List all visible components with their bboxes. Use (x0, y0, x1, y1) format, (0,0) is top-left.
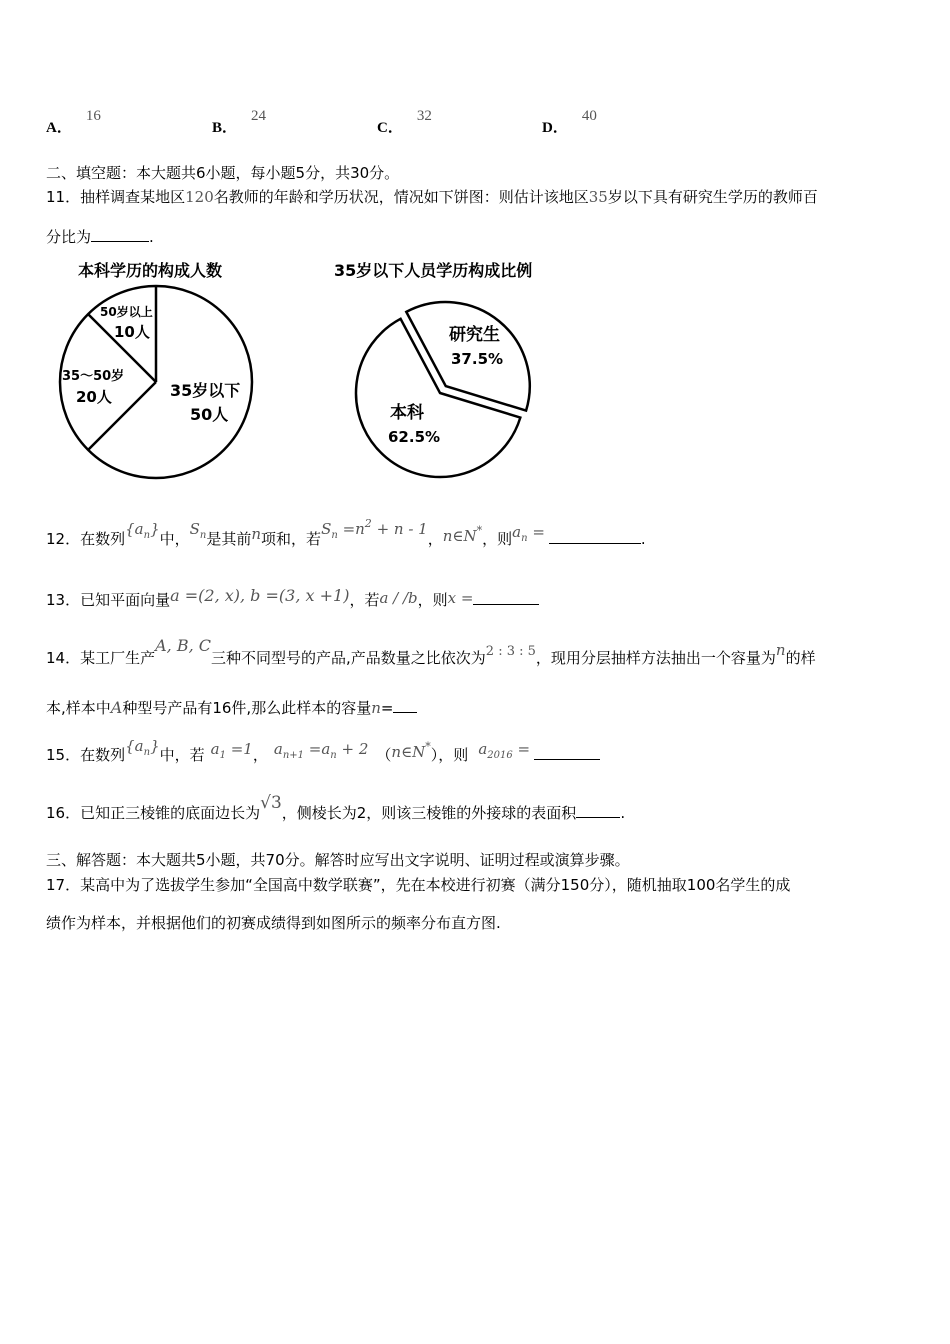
q13-text: 已知平面向量 (80, 591, 171, 609)
q12-math-part: a (512, 523, 522, 541)
q12-math-sub: n (143, 530, 151, 541)
q14-text: 的样 (785, 649, 816, 667)
option-c-label: C． (377, 120, 403, 136)
q12-math-part: =n (337, 520, 365, 538)
q15-math-part: =1 (225, 740, 253, 758)
q15-math-part: a (273, 740, 283, 758)
q15-math-domain (391, 740, 431, 761)
q12-math-seq (125, 520, 160, 541)
q13-answer-blank[interactable] (473, 590, 539, 605)
q12-answer-blank[interactable] (549, 529, 641, 544)
q12-num: 12． (46, 530, 81, 548)
q12-text: 项和，若 (261, 530, 322, 548)
q12-math-part: + n - 1 (371, 520, 428, 538)
option-d-value: 40 (581, 108, 597, 124)
option-a (46, 108, 101, 137)
q12-math-part: S (189, 520, 200, 538)
option-b-value: 24 (251, 108, 267, 124)
q11-text: 抽样调查某地区 (80, 188, 186, 206)
q15-math-sub: n (330, 750, 337, 761)
q14-answer-blank[interactable] (393, 698, 417, 713)
q15-math-sub: n+1 (282, 750, 304, 761)
q11-line1 (46, 186, 818, 207)
q16-text: ，侧棱长为2，则该三棱锥的外接球的表面积 (281, 804, 577, 822)
chart2-title: 35岁以下人员学历构成比例 (334, 261, 533, 280)
q12-text: 中， (159, 530, 190, 548)
q12-math-part: } (150, 520, 160, 538)
q15-text: 中，若 (159, 746, 205, 764)
q15-answer-blank[interactable] (534, 745, 600, 760)
option-d (542, 108, 597, 137)
q15-num: 15． (46, 746, 81, 764)
q16 (46, 793, 626, 823)
q13 (46, 586, 539, 610)
q12-text: ， (427, 530, 443, 548)
q12-math-an (512, 523, 545, 544)
q12-text: 是其前 (206, 530, 252, 548)
q15-math-sup: * (425, 740, 431, 753)
q14-text: 三种不同型号的产品,产品数量之比依次为 (211, 649, 486, 667)
q13-text: ，若 (349, 591, 380, 609)
q13-math-vectors: a =(2, x), b =(3, x +1) (170, 586, 350, 605)
q14-text: 本,样本中 (46, 699, 111, 717)
q13-text: ，则 (417, 591, 448, 609)
q15-text: ），则 (430, 746, 469, 764)
q12-math-part: n∈N (442, 527, 477, 545)
q11-text: 名教师的年龄和学历状况，情况如下饼图：则估计该地区 (213, 188, 589, 206)
q15-text: （ (376, 746, 392, 764)
q15-text: 在数列 (80, 746, 126, 764)
q11-text: 分比为 (46, 228, 92, 246)
chart2-slice-label: 本科 (390, 403, 424, 423)
q14-num: 14． (46, 649, 81, 667)
q17-text: 某高中为了选拔学生参加“全国高中数学联赛”，先在本校进行初赛（满分150分），随机抽取100名学生的成 (80, 876, 791, 894)
q11-math-120: 120 (185, 188, 214, 206)
chart1-slice-label: 35～50岁 (62, 369, 125, 384)
q15-math-part: } (150, 737, 160, 755)
q15-math-part: =a (304, 740, 331, 758)
q12-math-formula (321, 517, 428, 541)
q15-math-recur (273, 740, 369, 761)
q12-math-part: S (321, 520, 332, 538)
option-a-label: A． (46, 120, 72, 136)
q12-math-sup: 2 (364, 517, 372, 530)
q15-math-sub: 1 (219, 750, 226, 761)
q14-math-abc: A, B, C (155, 636, 212, 655)
q11-line2 (46, 226, 154, 247)
q15-math-seq (125, 737, 160, 758)
q17-line2 (46, 912, 501, 933)
q16-text: . (620, 804, 626, 822)
chart1-slice-value: 50人 (190, 405, 229, 424)
q14-math-a: A (110, 698, 123, 717)
q14-text: 种型号产品有16件,那么此样本的容量 (122, 699, 372, 717)
chart1-slice-value: 10人 (114, 323, 150, 341)
q15-math-a2016 (478, 740, 531, 761)
q14-line2 (46, 697, 417, 718)
q12-math-part: {a (125, 520, 144, 538)
q14-text: 某工厂生产 (80, 649, 156, 667)
chart1-title: 本科学历的构成人数 (78, 261, 223, 280)
q15-math-part: {a (125, 737, 144, 755)
q15-math-part: = (512, 740, 531, 758)
q16-num: 16． (46, 804, 81, 822)
q12-math-sub: n (199, 530, 207, 541)
q14-text: ，现用分层抽样方法抽出一个容量为 (535, 649, 776, 667)
q12-math-sub: n (521, 533, 528, 544)
q15 (46, 737, 600, 765)
chart2-slice-value: 37.5% (451, 350, 504, 368)
q15-text: ， (252, 746, 268, 764)
q11-num: 11． (46, 188, 81, 206)
option-d-label: D． (542, 120, 568, 136)
q14-text: = (380, 699, 394, 717)
q12-math-n: n (251, 525, 262, 543)
q15-math-part: a (478, 740, 488, 758)
q11-math-35: 35 (588, 188, 608, 206)
q12-math-sup: * (476, 524, 483, 537)
option-b (212, 108, 267, 137)
q15-math-part: + 2 (336, 740, 369, 758)
chart1-slice-value: 20人 (76, 388, 112, 406)
q15-math-a1 (210, 740, 253, 761)
q11-answer-blank[interactable] (91, 227, 149, 242)
q13-math-parallel: a / /b (379, 589, 418, 607)
q12-math-sub: n (331, 530, 338, 541)
q12 (46, 517, 646, 549)
q12-math-sn (189, 520, 207, 541)
option-a-value: 16 (85, 108, 101, 124)
q12-text: ，则 (482, 530, 513, 548)
q13-num: 13． (46, 591, 81, 609)
chart2-slice-label: 研究生 (449, 325, 500, 345)
q12-math-domain (442, 524, 483, 545)
q17-line1 (46, 874, 790, 895)
q16-math-sqrt3: √3 (260, 793, 282, 813)
section3-header: 三、解答题：本大题共5小题，共70分。解答时应写出文字说明、证明过程或演算步骤。 (46, 851, 630, 869)
chart1-slice-label: 50岁以上 (100, 305, 153, 319)
q12-math-part: = (527, 523, 545, 541)
q14-math-n: n (775, 641, 786, 659)
q11-text: . (149, 228, 154, 246)
q15-math-part: n∈N (391, 743, 426, 761)
q14-line1 (46, 636, 816, 668)
q16-text: 已知正三棱锥的底面边长为 (80, 804, 261, 822)
q11-text: 岁以下具有研究生学历的教师百 (607, 188, 818, 206)
q16-answer-blank[interactable] (576, 803, 620, 818)
q14-math-ratio: 2 : 3 : 5 (485, 644, 536, 659)
chart2-slice-value: 62.5% (388, 428, 441, 446)
q15-math-sub: 2016 (487, 750, 513, 761)
q15-math-part: a (210, 740, 220, 758)
q14-math-n2: n (371, 699, 381, 717)
option-b-label: B． (212, 120, 238, 136)
q15-math-sub: n (143, 747, 151, 758)
q17-num: 17． (46, 876, 81, 894)
option-c (377, 108, 432, 137)
section2-header: 二、填空题：本大题共6小题，每小题5分，共30分。 (46, 164, 400, 182)
q12-text: 在数列 (80, 530, 126, 548)
q17-text: 绩作为样本，并根据他们的初赛成绩得到如图所示的频率分布直方图. (46, 914, 501, 932)
q12-text: . (640, 530, 646, 548)
option-c-value: 32 (416, 108, 432, 124)
pie-charts (0, 250, 600, 490)
chart1-slice-label: 35岁以下 (170, 381, 241, 400)
q13-math-x: x = (447, 589, 474, 607)
